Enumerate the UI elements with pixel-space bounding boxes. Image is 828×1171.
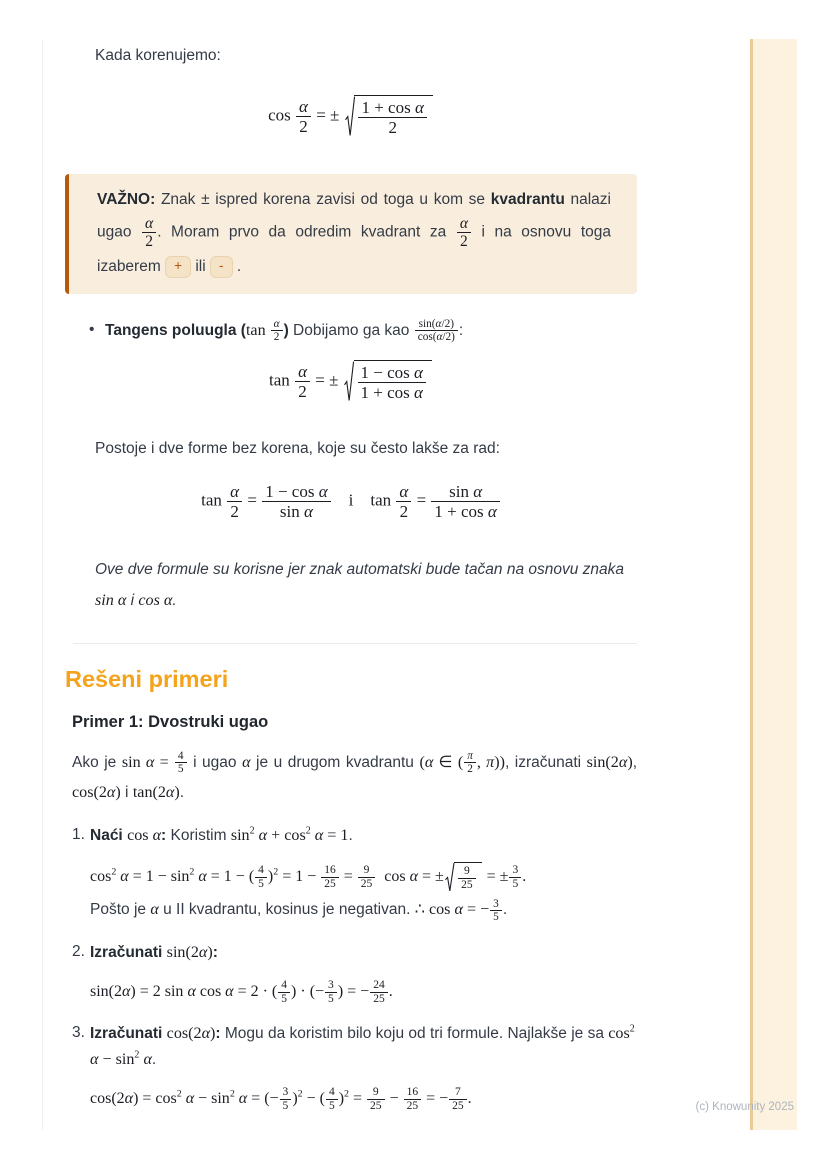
exponent: 2 [629,1024,635,1036]
formula-cos-half-angle: cos $\frac{\alpha}{2}$ = ± 1 + cos α 2 [95,95,607,138]
paragraph-two-forms: Postoje i dve forme bez korena, koje su često lakše za rad: [95,440,500,458]
step-1-formula: $\cos^2 \alpha = 1 - \sin^2 \alpha = 1$ − ( $\frac{4}{5}$ )$^2$ = 1 − $\frac{16}{25}$ = $\frac{9}{25}$ cos α = ± 9 25 = ± $\frac{3}{5}$ . [90,863,527,891]
radical-sign-icon [344,360,354,403]
bold-text: : [212,943,218,961]
fraction: $\frac{16}{25}$ [321,864,339,891]
fraction: $\frac{4}{5}$ [255,864,267,891]
step-3 [72,1021,637,1112]
bold-text: : [161,826,167,844]
exponent: 2 [297,1088,303,1100]
fraction: $\frac{\alpha}{2}$ [271,318,283,344]
math-inline [414,317,459,344]
paragraph-kada: Kada korenujemo: [95,47,221,64]
bold-text: : [215,1025,221,1043]
sqrt-radical [345,95,433,138]
radical-sign-icon [345,95,355,138]
math-inline: $\sin^2 \alpha + \cos^2 \alpha = 1$ [230,825,349,844]
bold-text: VAŽNO: [97,190,156,208]
copyright-watermark: (c) Knowunity 2025 [695,1101,794,1113]
step-1-number: 1. [72,825,85,843]
formula-tan-half-angle: tan $\frac{\alpha}{2}$ = ± 1 − cos α 1 + cos α [95,360,607,403]
fraction: $\frac{16}{25}$ [404,1086,422,1113]
bold-text: Izračunati [90,943,167,961]
fraction: $\frac{\alpha}{2}$ [457,215,471,251]
bold-text: ) [283,321,289,339]
bold-text: Naći [90,826,128,844]
step-1-conclusion: Pošto je α u II kvadrantu, kosinus je negativan. ∴ cos α = − $\frac{3}{5}$ . [90,897,508,924]
math-inline: sin α = $\frac{4}{5}$ [122,754,188,771]
step-1 [72,823,637,924]
step-2-title [90,940,637,966]
fraction: $\frac{3}{5}$ [325,979,337,1006]
exponent: 2 [229,1088,235,1100]
step-3-body [90,1021,637,1112]
fraction: $\frac{4}{5}$ [175,750,187,776]
math-inline [141,214,157,251]
step-2-body [90,940,637,1006]
example-statement: Ako je sin α = $\frac{4}{5}$ i ugao α je u drugom kvadrantu (α ∈ ( $\frac{\pi}{2}$ , π)), izračunati sin(2α), cos(2α) i tan(2α). [72,749,638,802]
step-2-number: 2. [72,942,85,960]
sqrt-radical [344,360,432,403]
fraction: 9 25 [458,865,476,892]
sqrt-radical [445,862,482,893]
fraction: $\frac{7}{25}$ [449,1086,467,1113]
fraction: $\frac{24}{25}$ [370,979,388,1006]
exponent: 2 [111,866,117,878]
math-inline: cos(2α) [72,784,121,802]
math-inline: cos(2α) [166,1025,216,1043]
exponent: 2 [176,1088,182,1100]
next-page-strip [750,39,797,1130]
step-2-formula: sin(2α) = 2 sin α cos α = 2 · ( $\frac{4}{5}$ ) · (− $\frac{3}{5}$ ) = − $\frac{24}{25}$ . [90,978,393,1005]
note-italic: Ove dve formule su korisne jer znak automatski bude tačan na osnovu znaka sin α i cos α. [95,560,625,610]
section-divider [73,643,637,644]
fraction: $\frac{4}{5}$ [326,1086,338,1113]
page-content [65,0,637,1113]
fraction: 1 − cos α 1 + cos α [358,363,426,402]
math-inline: sin α [95,592,127,610]
exponent: 2 [189,866,195,878]
math-inline: cos α [127,826,162,844]
step-2 [72,940,637,1006]
bullet-marker: • [89,320,95,338]
fraction: $\frac{9}{25}$ [358,864,376,891]
fraction: $\frac{\text{1 − cos α}}{\text{sin α}}$ [262,482,330,521]
step-3-number: 3. [72,1024,85,1042]
math-inline: $\cos^2 \alpha - \sin^2 \alpha$ [90,1024,635,1069]
fraction: $\frac{3}{5}$ [509,864,521,891]
exponent: 2 [134,1049,140,1061]
fraction: $\frac{\text{sin α}}{\text{1 + cos α}}$ [431,482,499,521]
step-3-formula: $\cos(2\alpha) = \cos^2 \alpha - \sin^2 \alpha$ = (− $\frac{3}{5}$ )$^2$ − ( $\frac{4}{5}$ )$^2$ = $\frac{9}{25}$ − $\frac{16}{25}$ = − $\frac{7}{25}$ . [90,1086,472,1112]
bold-text: kvadrantu [490,190,565,208]
bold-text: Izračunati [90,1025,167,1043]
page-left-edge [42,39,43,1130]
fraction: $\frac{\alpha}{2}$ [142,215,156,251]
fraction: $\frac{3}{5}$ [280,1086,292,1113]
heading-reseni-primeri: Rešeni primeri [65,665,229,692]
fraction: $\frac{\sin(\alpha/2)}{\cos(\alpha/2)}$ [415,318,458,344]
math-inline: sin(2α) [166,943,213,961]
sign-chip: - [210,256,233,278]
math-inline: sin(2α) [586,753,633,771]
math-inline: tan(2α) [132,784,180,802]
exponent: 2 [249,825,255,837]
subheading-primer-1: Primer 1: Dvostruki ugao [72,712,269,731]
solution-steps [72,823,637,1113]
step-1-title: Naći cos α: Koristim $\sin^2 \alpha + \cos^2 \alpha = 1$. [90,825,353,844]
fraction: $\frac{4}{5}$ [278,979,290,1006]
fraction: $\frac{3}{5}$ [490,898,502,924]
fraction: $\frac{\pi}{2}$ [464,750,476,776]
bold-text: Tangens poluugla ( [105,321,246,339]
bullet-item-text: Tangens poluugla (tan $\frac{\alpha}{2}$ ) Dobijamo ga kao $\frac{\sin(\alpha/2)}{\cos(\alpha/2)}$ : [105,317,464,344]
formula-tan-two-forms: tan $\frac{\alpha}{2}$ = $\frac{\text{1 − cos α}}{\text{sin α}}$ i tan $\frac{\alpha}{2}$ = $\frac{\text{sin α}}{\text{1 + cos α}}$ [95,482,607,521]
math-inline: cos α [138,592,173,610]
radical-sign-icon [445,862,454,893]
math-inline: (α ∈ ( $\frac{\pi}{2}$ , π)) [419,749,505,776]
exponent: 2 [344,1088,349,1100]
math-inline: α [150,901,159,919]
math-inline [456,214,472,251]
step-1-body [90,823,637,924]
fraction: $\frac{\alpha}{2}$ [295,362,310,401]
sign-chip: + [165,256,191,278]
fraction: $\frac{9}{25}$ [367,1086,385,1113]
vazno-callout: VAŽNO: Znak ± ispred korena zavisi od toga u kom se kvadrantu nalazi ugao $\frac{\alpha}{2}$ . Moram prvo da odredim kvadrant za $\frac{\alpha}{2}$ i na osnovu toga izaberem + ili - . [65,174,637,294]
math-inline: α [242,753,251,771]
exponent: 2 [305,825,311,837]
exponent: 2 [273,866,279,878]
bullet-item-tangens [65,318,637,344]
math-inline: ∴ cos α = − $\frac{3}{5}$ [415,901,503,918]
fraction: $\frac{\alpha}{2}$ [296,97,311,136]
step-3-title: Izračunati cos(2α): Mogu da koristim bilo koju od tri formule. Najlakše je sa $\cos^2 \alpha - \sin^2 \alpha$. [90,1024,635,1069]
fraction: $\frac{\alpha}{2}$ [227,482,242,521]
fraction: 1 + cos α 2 [358,98,426,137]
fraction: $\frac{\alpha}{2}$ [396,482,411,521]
math-inline: tan $\frac{\alpha}{2}$ [246,322,284,339]
